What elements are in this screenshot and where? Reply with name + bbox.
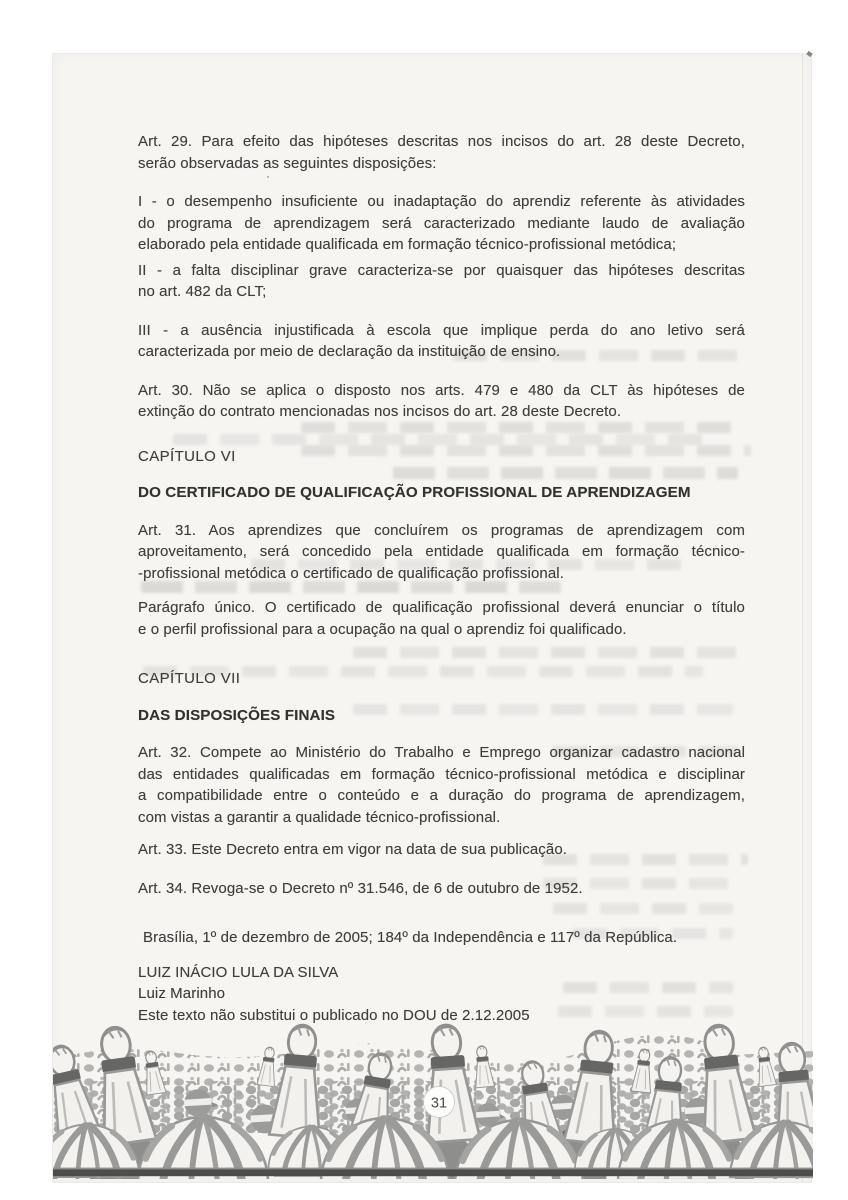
text-line: Luiz Marinho [138,985,226,1002]
text-line: Art. 31. Aos aprendizes que concluírem os programas de aprendizagem com [138,521,745,539]
paragraph [138,191,745,256]
text-line: II - a falta disciplinar grave caracteriza-se por quaisquer das hipóteses descritas [138,261,745,279]
text-line: e o perfil profissional para a ocupação na qual o aprendiz foi qualificado. [138,620,627,638]
footer-rule [53,1169,813,1176]
paragraph [138,520,745,585]
text-line: com vistas a garantir a qualidade técnico-profissional. [138,808,501,826]
signature-line [138,983,745,1005]
page-number: 31 [430,1095,448,1112]
text-line: Art. 32. Compete ao Ministério do Trabalho e Emprego organizar cadastro nacional [138,744,745,761]
scan-fold-line [802,54,803,1182]
text-line: -profissional metódica o certificado de qualificação profissional. [138,564,564,582]
text-line: CAPÍTULO VII [138,670,241,687]
text-line: aproveitamento, será concedido pela entidade qualificada em formação técnico- [138,543,745,560]
text-line: LUIZ INÁCIO LULA DA SILVA [138,963,339,981]
text-line: CAPÍTULO VI [138,447,236,465]
paragraph [138,597,745,640]
paragraph [138,742,745,828]
text-line: DAS DISPOSIÇÕES FINAIS [138,706,336,724]
text-line: a compatibilidade entre o conteúdo e a duração do programa de aprendizagem, [138,787,745,804]
text-line: Brasília, 1º de dezembro de 2005; 184º da Independência e 117º da República. [143,929,678,946]
chapter-label [138,668,745,690]
text-line: elaborado pela entidade qualificada em formação técnico-profissional metódica; [138,236,677,253]
crowd-illustration [53,1019,813,1179]
paragraph [138,380,745,423]
text-line: do programa de aprendizagem será caracterizado mediante laudo de avaliação [138,214,745,232]
text-line: DO CERTIFICADO DE QUALIFICAÇÃO PROFISSIONAL DE APRENDIZAGEM [138,484,691,501]
text-line: Este texto não substitui o publicado no DOU de 2.12.2005 [138,1006,530,1024]
text-line: extinção do contrato mencionadas nos incisos do art. 28 deste Decreto. [138,403,622,420]
text-line: Art. 34. Revoga-se o Decreto nº 31.546, de 6 de outubro de 1952. [138,879,583,897]
chapter-label [138,446,745,468]
text-line: Art. 29. Para efeito das hipóteses descritas nos incisos do art. 28 deste Decreto, [138,133,745,150]
dateline [138,927,745,949]
paragraph [138,260,745,303]
paragraph [138,839,745,861]
document-page [52,53,812,1183]
text-line: caracterizada por meio de declaração da instituição de ensino. [138,343,561,360]
text-line: serão observadas as seguintes disposições: [138,154,437,172]
document-body [138,131,745,1026]
page-number-badge [424,1087,455,1118]
text-line: no art. 482 da CLT; [138,283,267,300]
text-line: III - a ausência injustificada à escola que implique perda do ano letivo será [138,321,745,339]
footer-rule-highlight [53,1168,813,1170]
text-line: Art. 33. Este Decreto entra em vigor na data de sua publicação. [138,841,568,858]
paragraph [138,131,745,174]
section-heading [138,482,745,504]
text-line: das entidades qualificadas em formação técnico-profissional metódica e disciplinar [138,765,745,783]
paragraph [138,320,745,363]
paragraph [138,878,745,900]
scan-speck [806,51,812,57]
section-heading [138,705,745,727]
signature-line [138,962,745,984]
text-line: Parágrafo único. O certificado de qualificação profissional deverá enunciar o título [138,599,745,616]
text-line: Art. 30. Não se aplica o disposto nos arts. 479 e 480 da CLT às hipóteses de [138,381,745,399]
text-line: I - o desempenho insuficiente ou inadaptação do aprendiz referente às atividades [138,193,745,210]
